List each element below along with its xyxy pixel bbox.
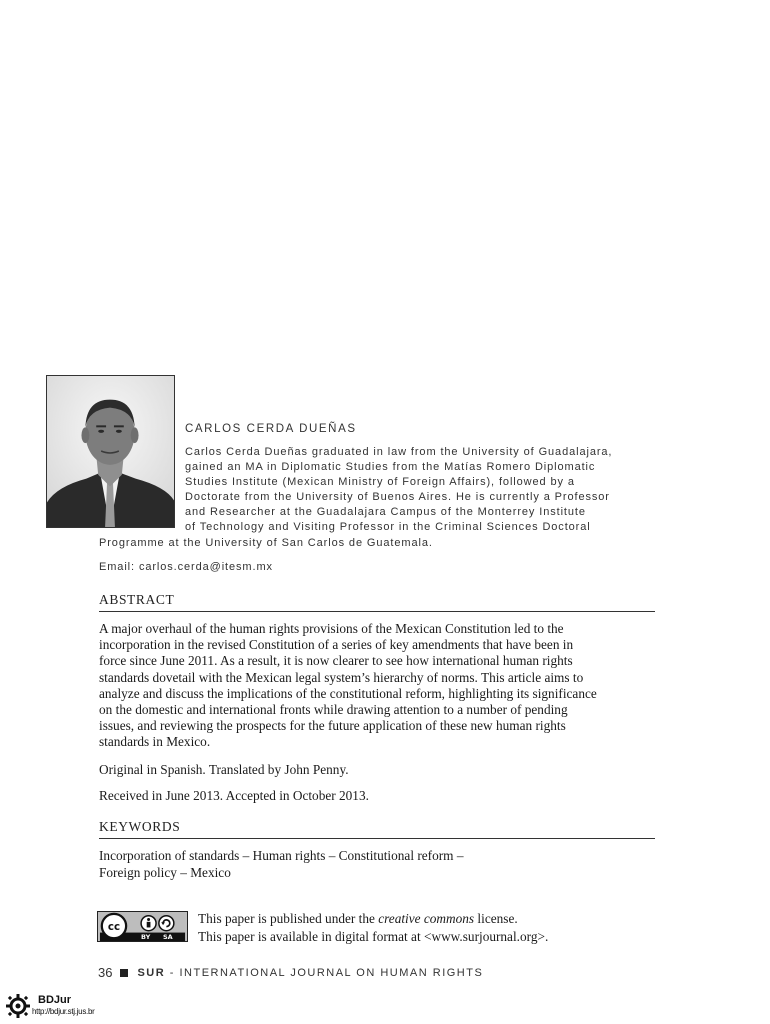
- bdjur-stamp: [6, 994, 106, 1020]
- bdjur-title: BDJur: [38, 994, 72, 1006]
- email-link[interactable]: carlos.cerda@itesm.mx: [138, 561, 273, 573]
- email-label: Email:: [99, 561, 135, 573]
- license-name: creative commons: [378, 911, 475, 926]
- keywords-line: Foreign policy – Mexico: [99, 865, 231, 880]
- bio-line: Carlos Cerda Dueñas graduated in law from the University of Guadalajara,: [185, 446, 613, 458]
- license-line-2: This paper is available in digital format at <www.surjournal.org>.: [198, 928, 549, 944]
- footer-square-icon: [120, 969, 128, 977]
- license-suffix: license.: [474, 911, 518, 926]
- author-email: [99, 561, 273, 573]
- author-photo: [46, 375, 175, 528]
- bio-line: and Researcher at the Guadalajara Campus of the Monterrey Institute: [185, 506, 586, 518]
- journal-short-name: SUR: [137, 966, 166, 979]
- svg-text:cc: cc: [107, 921, 121, 934]
- bdjur-url[interactable]: http://bdjur.stj.jus.br: [32, 1007, 95, 1016]
- author-name: CARLOS CERDA DUEÑAS: [185, 423, 357, 435]
- translation-note: Original in Spanish. Translated by John Penny.: [99, 762, 349, 777]
- license-prefix: This paper is published under the: [198, 911, 379, 926]
- abstract-heading: ABSTRACT: [99, 592, 655, 612]
- license-line-1: [198, 910, 548, 928]
- abstract-line: incorporation in the revised Constitution of a series of key amendments that have been in: [99, 637, 574, 653]
- abstract-line: A major overhaul of the human rights provisions of the Mexican Constitution led to the: [99, 621, 564, 636]
- page-number: 36: [98, 965, 113, 980]
- abstract-line: force since June 2011. As a result, it is now clearer to see how international human rights: [99, 653, 573, 669]
- keywords-heading: KEYWORDS: [99, 819, 655, 839]
- abstract-line: standards in Mexico.: [99, 734, 211, 750]
- abstract-line: on the domestic and international fronts while drawing attention to a number of pending: [99, 702, 568, 718]
- journal-full-name: - INTERNATIONAL JOURNAL ON HUMAN RIGHTS: [165, 966, 484, 979]
- abstract-line: issues, and reviewing the prospects for the future application of these new human rights: [99, 718, 566, 734]
- bio-line: Doctorate from the University of Buenos Aires. He is currently a Professor: [185, 491, 610, 503]
- page-footer: [98, 965, 483, 980]
- abstract-line: analyze and discuss the implications of the constitutional reform, highlighting its significance: [99, 685, 597, 701]
- abstract-body: [99, 621, 659, 751]
- bio-line: gained an MA in Diplomatic Studies from the Matías Romero Diplomatic: [185, 461, 596, 473]
- gear-logo-icon: [6, 994, 34, 1018]
- received-note: Received in June 2013. Accepted in October 2013.: [99, 788, 369, 803]
- license-text: [198, 910, 548, 945]
- journal-title: [137, 967, 483, 979]
- badge-by-label: BY: [141, 933, 151, 941]
- creative-commons-badge-icon: [97, 911, 188, 942]
- keywords-line: Incorporation of standards – Human rights – Constitutional reform –: [99, 848, 464, 863]
- bio-line: Studies Institute (Mexican Ministry of Foreign Affairs), followed by a: [185, 476, 575, 488]
- bio-line: Programme at the University of San Carlos de Guatemala.: [99, 537, 433, 549]
- keywords-body: [99, 847, 464, 881]
- bio-line: of Technology and Visiting Professor in the Criminal Sciences Doctoral: [185, 521, 591, 533]
- abstract-line: standards dovetail with the Mexican legal system’s hierarchy of norms. This article aims to: [99, 669, 584, 685]
- badge-sa-label: SA: [163, 933, 173, 941]
